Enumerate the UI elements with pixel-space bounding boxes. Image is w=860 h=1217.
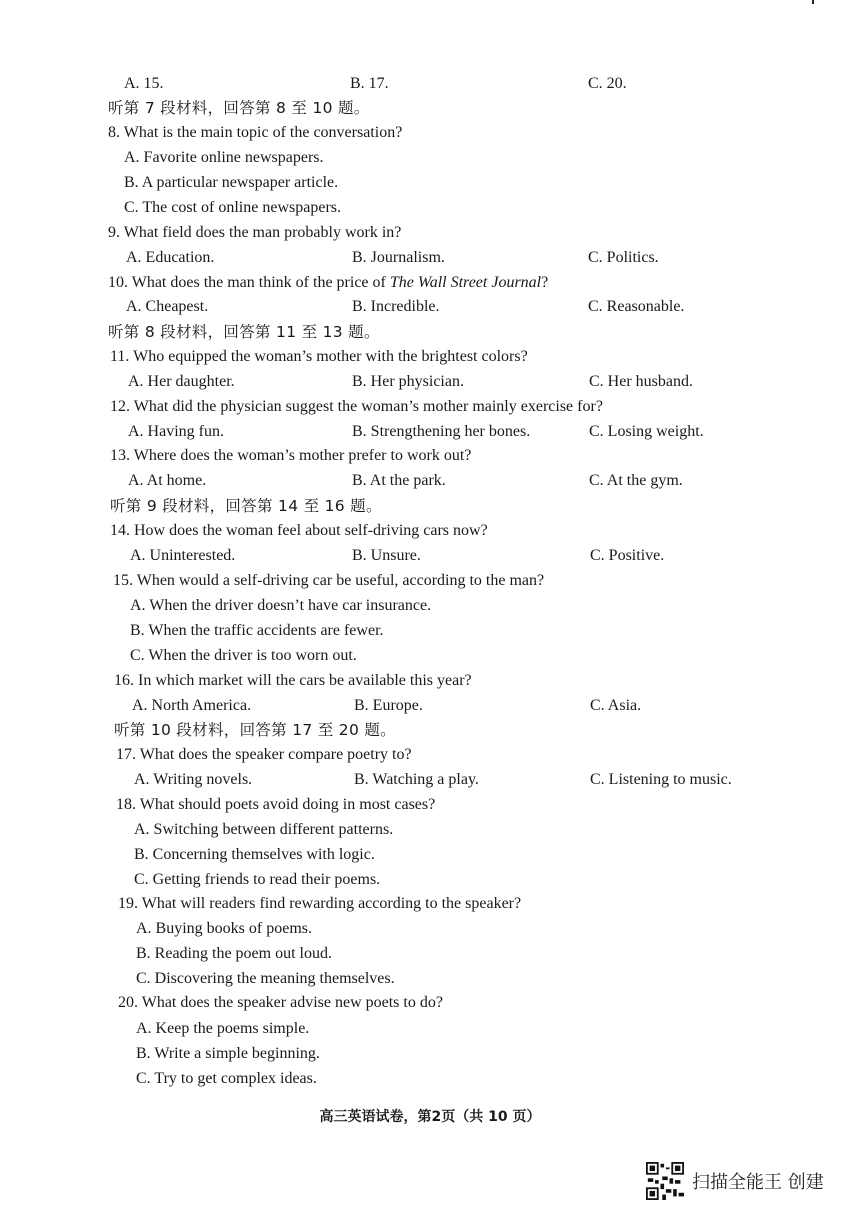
section-text: 听第 7 段材料，回答第 8 至 10 题。 [108,99,370,117]
question-stem: 10. What does the man think of the price of [108,274,390,291]
question-line [0,768,860,792]
line-text: C. At the gym. [589,472,683,489]
line-text: 15. When would a self-driving car be useful, according to the man? [113,572,545,589]
line-text: 16. In which market will the cars be available this year? [114,672,472,689]
question-line [0,345,860,369]
section-text: 听第 10 段材料，回答第 17 至 20 题。 [114,721,396,739]
corner-mark [812,0,814,4]
line-text: B. Strengthening her bones. [352,423,531,440]
line-text: A. Her daughter. [128,373,235,390]
line-text: B. Her physician. [352,373,464,390]
question-line [0,917,860,941]
question-line [0,72,860,96]
question-line [0,395,860,419]
question-line [0,221,860,245]
page-footer: 高三英语试卷，第2页（共 10 页） [319,1109,541,1125]
question-line [0,469,860,493]
question-line [0,694,860,718]
question-line [0,619,860,643]
question-line [0,1067,860,1091]
question-line [0,818,860,842]
line-text: 8. What is the main topic of the conversation? [108,124,403,141]
line-text: A. Writing novels. [134,771,253,788]
watermark-text: 扫描全能王 创建 [692,1172,824,1193]
question-line [0,942,860,966]
question-line [0,843,860,867]
question-line [0,544,860,568]
line-text: B. Europe. [354,697,423,714]
line-text: C. Discovering the meaning themselves. [136,970,395,987]
section-text: 听第 8 段材料，回答第 11 至 13 题。 [108,323,380,341]
line-text: 12. What did the physician suggest the woman’s mother mainly exercise for? [110,398,603,415]
line-text: A. At home. [128,472,207,489]
question-line [0,669,860,693]
line-text: A. Having fun. [128,423,224,440]
line-text: 9. What field does the man probably work in? [108,224,402,241]
question-mark: ? [541,274,549,291]
line-text: 19. What will readers find rewarding according to the speaker? [118,895,522,912]
line-text: C. When the driver is too worn out. [130,647,357,664]
line-text: 13. Where does the woman’s mother prefer to work out? [110,447,472,464]
question-line [0,246,860,270]
line-text: C. Reasonable. [588,298,685,315]
line-text: 14. How does the woman feel about self-driving cars now? [110,522,488,539]
line-text: C. Asia. [590,697,642,714]
question-line [0,644,860,668]
line-text: A. Cheapest. [126,298,209,315]
line-text: B. Unsure. [352,547,421,564]
line-text: A. Switching between different patterns. [134,821,394,838]
line-text: C. Try to get complex ideas. [136,1070,317,1087]
line-text: C. Losing weight. [589,423,704,440]
line-text: A. 15. [124,75,164,92]
question-line [0,892,860,916]
newspaper-title: The Wall Street Journal [389,274,542,291]
line-text: 20. What does the speaker advise new poets to do? [118,994,443,1011]
qr-code-icon [646,1162,684,1200]
line-text: B. Concerning themselves with logic. [134,846,375,863]
line-text: C. Getting friends to read their poems. [134,871,381,888]
line-text: B. Incredible. [352,298,440,315]
question-line [0,196,860,220]
line-text: A. Education. [126,249,215,266]
question-line [0,967,860,991]
question-line [0,594,860,618]
line-text: A. When the driver doesn’t have car insurance. [130,597,432,614]
line-text: C. The cost of online newspapers. [124,199,341,216]
line-text: B. Write a simple beginning. [136,1045,320,1062]
line-text: B. A particular newspaper article. [124,174,339,191]
section-heading [0,96,860,120]
section-text: 听第 9 段材料，回答第 14 至 16 题。 [110,497,382,515]
question-line [0,171,860,195]
question-line [0,420,860,444]
question-line [0,1042,860,1066]
line-text: A. Keep the poems simple. [136,1020,310,1037]
section-heading [0,320,860,344]
line-text: C. 20. [588,75,627,92]
question-line [0,868,860,892]
question-line [0,146,860,170]
question-line [0,121,860,145]
question-line [0,793,860,817]
question-line [0,370,860,394]
line-text: A. North America. [132,697,252,714]
question-line [0,519,860,543]
line-text: B. Reading the poem out loud. [136,945,332,962]
line-text: C. Listening to music. [590,771,732,788]
line-text: B. Journalism. [352,249,445,266]
question-line [0,743,860,767]
line-text: C. Positive. [590,547,665,564]
line-text: B. Watching a play. [354,771,479,788]
question-line [0,1017,860,1041]
line-text: 18. What should poets avoid doing in most cases? [116,796,436,813]
line-text: A. Favorite online newspapers. [124,149,324,166]
line-text: B. 17. [350,75,389,92]
section-heading [0,718,860,742]
line-text: C. Politics. [588,249,659,266]
question-line [0,569,860,593]
question-line [0,295,860,319]
line-text: B. When the traffic accidents are fewer. [130,622,384,639]
question-line [0,271,860,295]
line-text: A. Buying books of poems. [136,920,312,937]
scanner-watermark [646,1162,846,1200]
line-text: 17. What does the speaker compare poetry to? [116,746,412,763]
line-text: A. Uninterested. [130,547,236,564]
section-heading [0,494,860,518]
line-text: B. At the park. [352,472,446,489]
question-line [0,444,860,468]
line-text: 11. Who equipped the woman’s mother with the brightest colors? [110,348,528,365]
question-line-10 [108,271,548,295]
question-line [0,991,860,1015]
line-text: C. Her husband. [589,373,693,390]
